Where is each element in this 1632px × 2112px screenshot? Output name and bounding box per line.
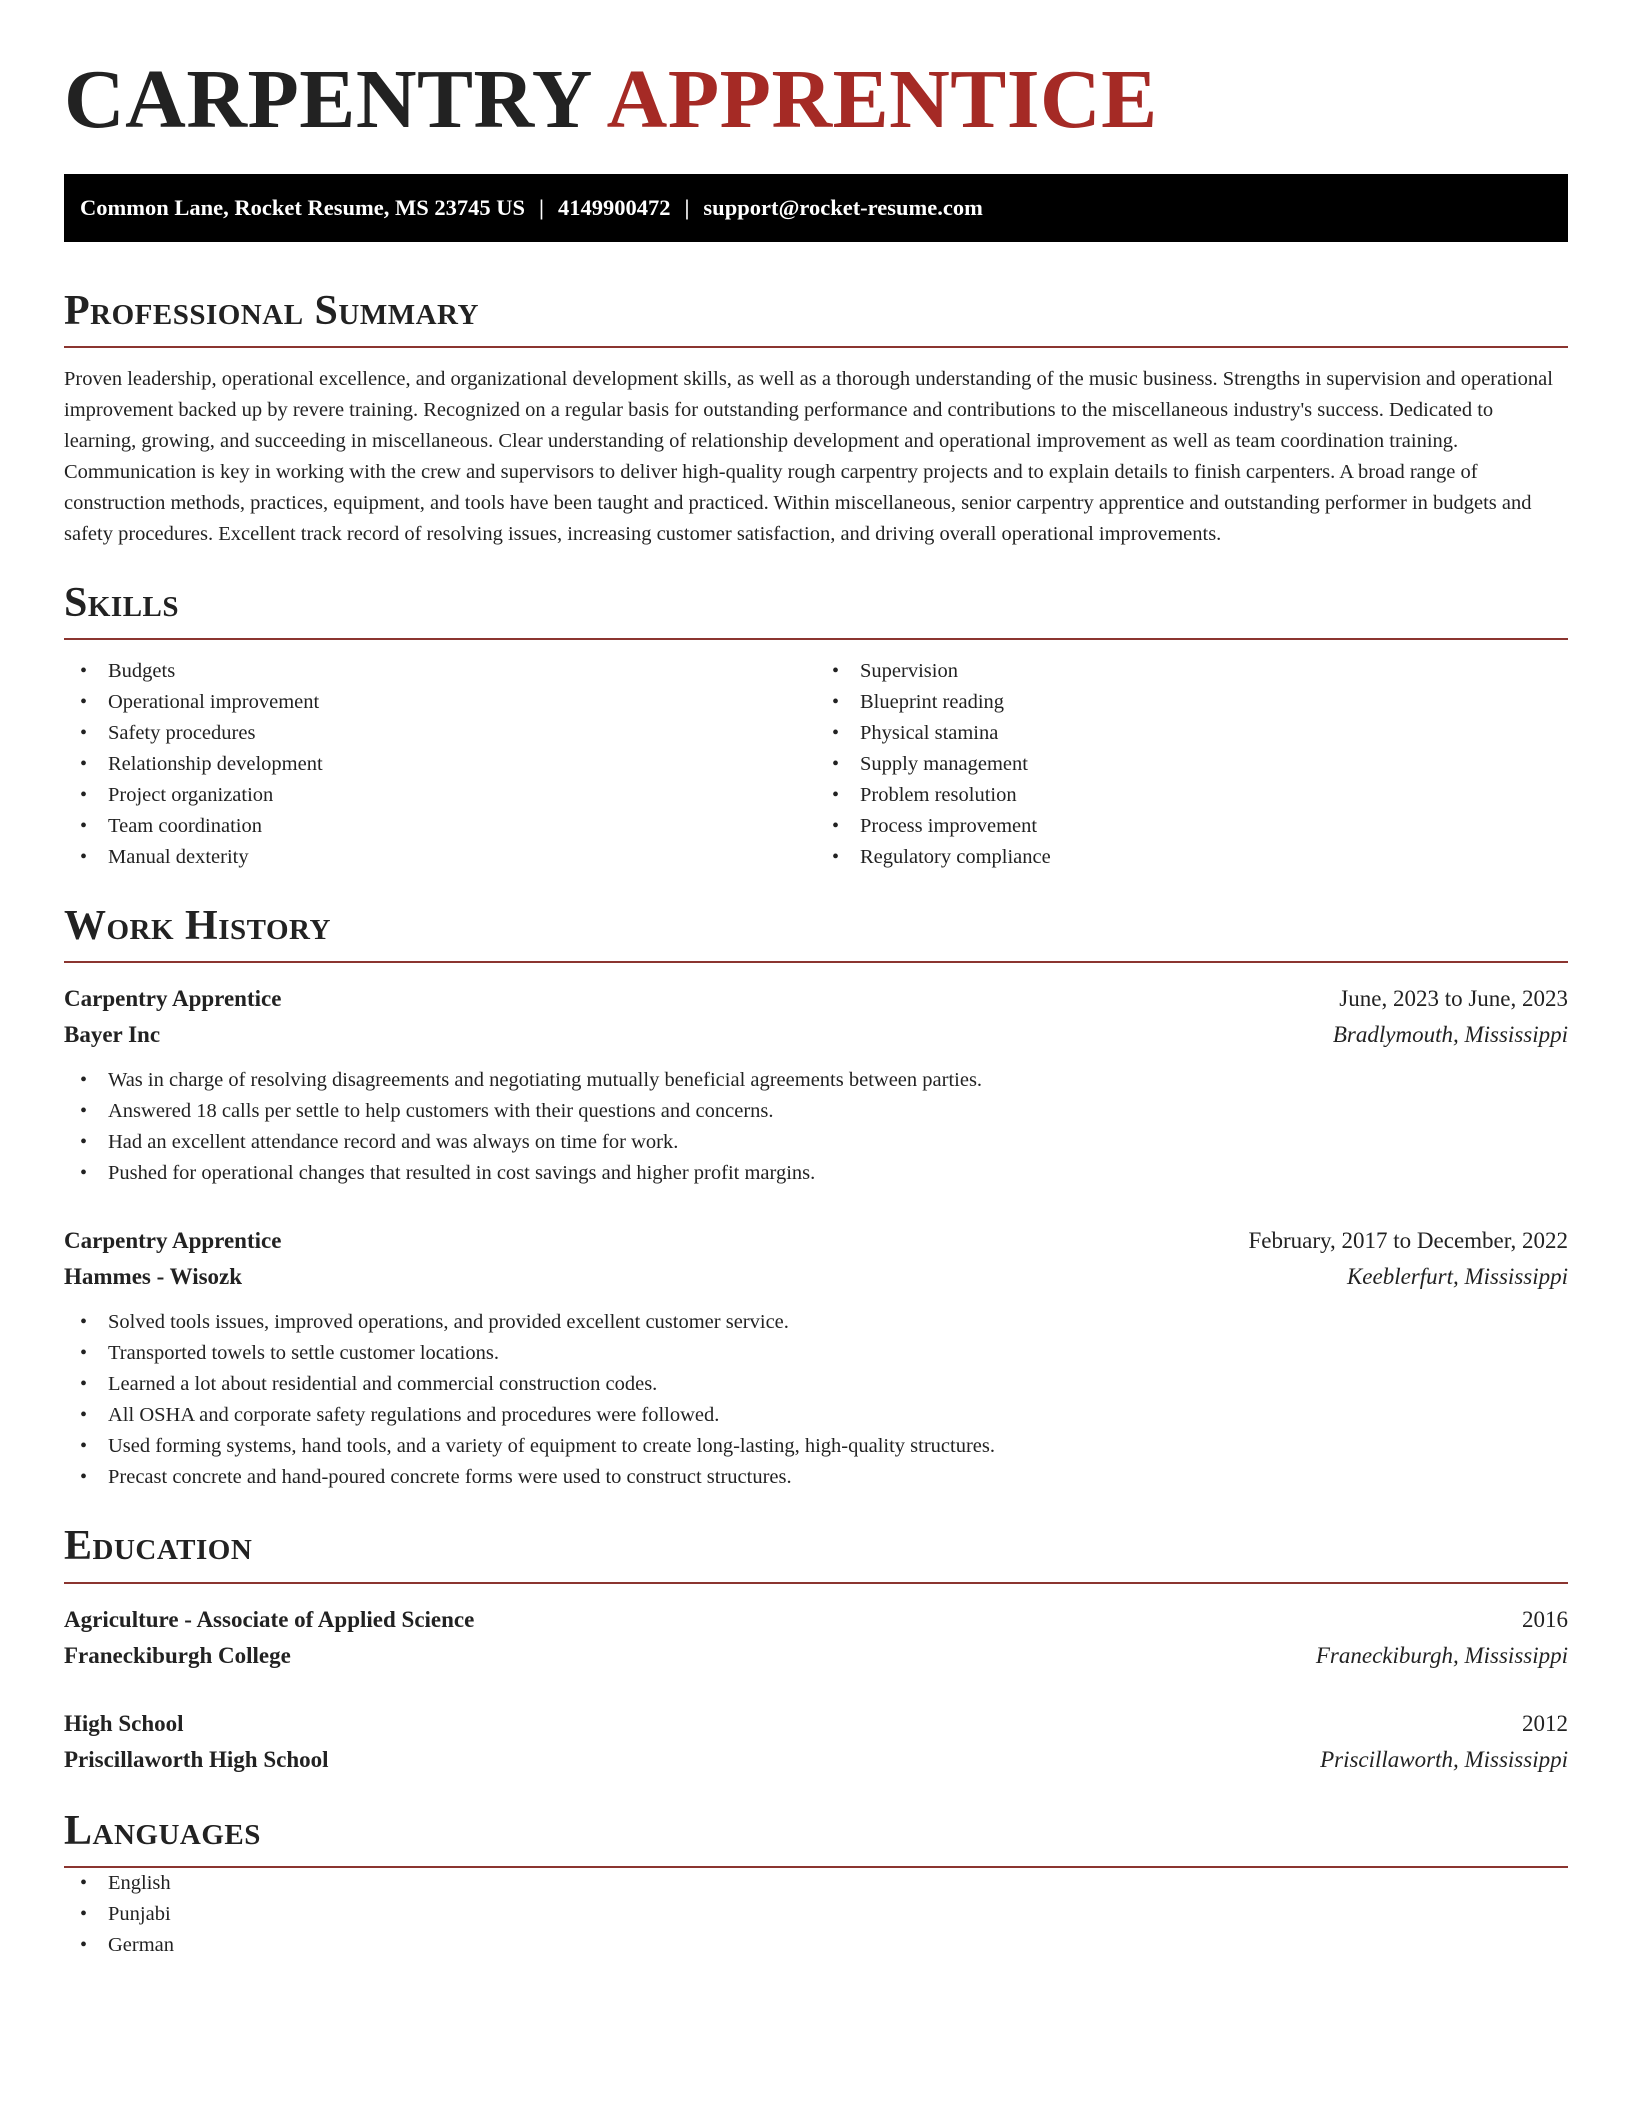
skill-item: • Supervision xyxy=(816,656,1568,687)
skills-list-left xyxy=(64,656,816,873)
skills-section xyxy=(64,580,1568,873)
education-school: Priscillaworth High School xyxy=(64,1746,329,1772)
education-degree: High School xyxy=(64,1710,184,1736)
work-history-section xyxy=(64,903,1568,1493)
summary-heading: Professional Summary xyxy=(64,288,1568,348)
job-location: Keeblerfurt, Mississippi xyxy=(1346,1264,1568,1290)
job-duty-item: • Had an excellent attendance record and was always on time for work. xyxy=(64,1127,1568,1158)
skill-item: • Problem resolution xyxy=(816,780,1568,811)
name-first: CARPENTRY xyxy=(64,53,590,146)
job-dates: June, 2023 to June, 2023 xyxy=(1339,986,1568,1012)
job-duty-item: • Pushed for operational changes that resulted in cost savings and higher profit margins. xyxy=(64,1158,1568,1189)
work-history-heading: Work History xyxy=(64,903,1568,963)
skill-item: • Manual dexterity xyxy=(64,842,816,873)
job-duty-item: • Answered 18 calls per settle to help customers with their questions and concerns. xyxy=(64,1096,1568,1127)
skill-item: • Operational improvement xyxy=(64,687,816,718)
job-location: Bradlymouth, Mississippi xyxy=(1332,1022,1568,1048)
job-duties xyxy=(64,1307,1568,1493)
job-duty-item: • Learned a lot about residential and commercial construction codes. xyxy=(64,1369,1568,1400)
skills-column-right xyxy=(816,656,1568,873)
skill-item: • Team coordination xyxy=(64,811,816,842)
languages-section xyxy=(64,1808,1568,1961)
education-year: 2012 xyxy=(1522,1710,1568,1736)
education-location: Priscillaworth, Mississippi xyxy=(1320,1746,1568,1772)
job-company: Bayer Inc xyxy=(64,1022,161,1048)
skills-column-left xyxy=(64,656,816,873)
contact-phone: 4149900472 xyxy=(557,194,671,220)
education-section xyxy=(64,1523,1568,1777)
job-dates: February, 2017 to December, 2022 xyxy=(1248,1228,1568,1254)
job-duty-item: • All OSHA and corporate safety regulations and procedures were followed. xyxy=(64,1400,1568,1431)
skill-item: • Regulatory compliance xyxy=(816,842,1568,873)
contact-separator: | xyxy=(684,194,690,220)
skills-list-right xyxy=(816,656,1568,873)
job-entry xyxy=(64,1223,1568,1493)
skill-item: • Safety procedures xyxy=(64,718,816,749)
resume-name xyxy=(64,50,1568,151)
languages-list xyxy=(64,1868,1568,1961)
job-entry xyxy=(64,981,1568,1189)
skill-item: • Supply management xyxy=(816,749,1568,780)
job-duty-item: • Transported towels to settle customer locations. xyxy=(64,1338,1568,1369)
skill-item: • Physical stamina xyxy=(816,718,1568,749)
language-item: • German xyxy=(64,1930,1568,1961)
job-duty-item: • Solved tools issues, improved operations, and provided excellent customer service. xyxy=(64,1307,1568,1338)
job-company: Hammes - Wisozk xyxy=(64,1264,243,1290)
education-location: Franeckiburgh, Mississippi xyxy=(1315,1642,1568,1668)
skills-heading: Skills xyxy=(64,580,1568,640)
job-title: Carpentry Apprentice xyxy=(64,1228,282,1254)
name-last: APPRENTICE xyxy=(606,53,1158,146)
skill-item: • Project organization xyxy=(64,780,816,811)
languages-heading: Languages xyxy=(64,1808,1568,1868)
summary-section xyxy=(64,288,1568,550)
skills-columns xyxy=(64,656,1568,873)
skill-item: • Process improvement xyxy=(816,811,1568,842)
job-title: Carpentry Apprentice xyxy=(64,986,282,1012)
education-heading: Education xyxy=(64,1523,1568,1583)
contact-bar xyxy=(64,174,1568,242)
education-year: 2016 xyxy=(1522,1606,1568,1632)
education-entry xyxy=(64,1602,1568,1674)
job-duty-item: • Was in charge of resolving disagreements and negotiating mutually beneficial agreements between parties. xyxy=(64,1065,1568,1096)
job-duty-item: • Precast concrete and hand-poured concrete forms were used to construct structures. xyxy=(64,1462,1568,1493)
education-entry xyxy=(64,1706,1568,1778)
language-item: • Punjabi xyxy=(64,1899,1568,1930)
contact-address: Common Lane, Rocket Resume, MS 23745 US xyxy=(80,194,525,220)
language-item: • English xyxy=(64,1868,1568,1899)
skill-item: • Relationship development xyxy=(64,749,816,780)
education-degree: Agriculture - Associate of Applied Science xyxy=(64,1606,475,1632)
summary-text: Proven leadership, operational excellence, and organizational development skills, as well as a thorough understanding of the music business. Strengths in supervision and operational improvement backed up by revere training. Recognized on a regular basis for outstanding performance and contributions to the miscellaneous industry's success. Dedicated to learning, growing, and succeeding in miscellaneous. Clear understanding of relationship development and operational improvement as well as team coordination training. Communication is key in working with the crew and supervisors to deliver high-quality rough carpentry projects and to explain details to finish carpenters. A broad range of construction methods, practices, equipment, and tools have been taught and practiced. Within miscellaneous, senior carpentry apprentice and outstanding performer in budgets and safety procedures. Excellent track record of resolving issues, increasing customer satisfaction, and driving overall operational improvements. xyxy=(64,367,1553,545)
education-school: Franeckiburgh College xyxy=(64,1642,291,1668)
contact-separator: | xyxy=(538,194,544,220)
skill-item: • Budgets xyxy=(64,656,816,687)
job-duty-item: • Used forming systems, hand tools, and a variety of equipment to create long-lasting, high-quality structures. xyxy=(64,1431,1568,1462)
contact-email: support@rocket-resume.com xyxy=(703,194,983,220)
skill-item: • Blueprint reading xyxy=(816,687,1568,718)
job-duties xyxy=(64,1065,1568,1189)
